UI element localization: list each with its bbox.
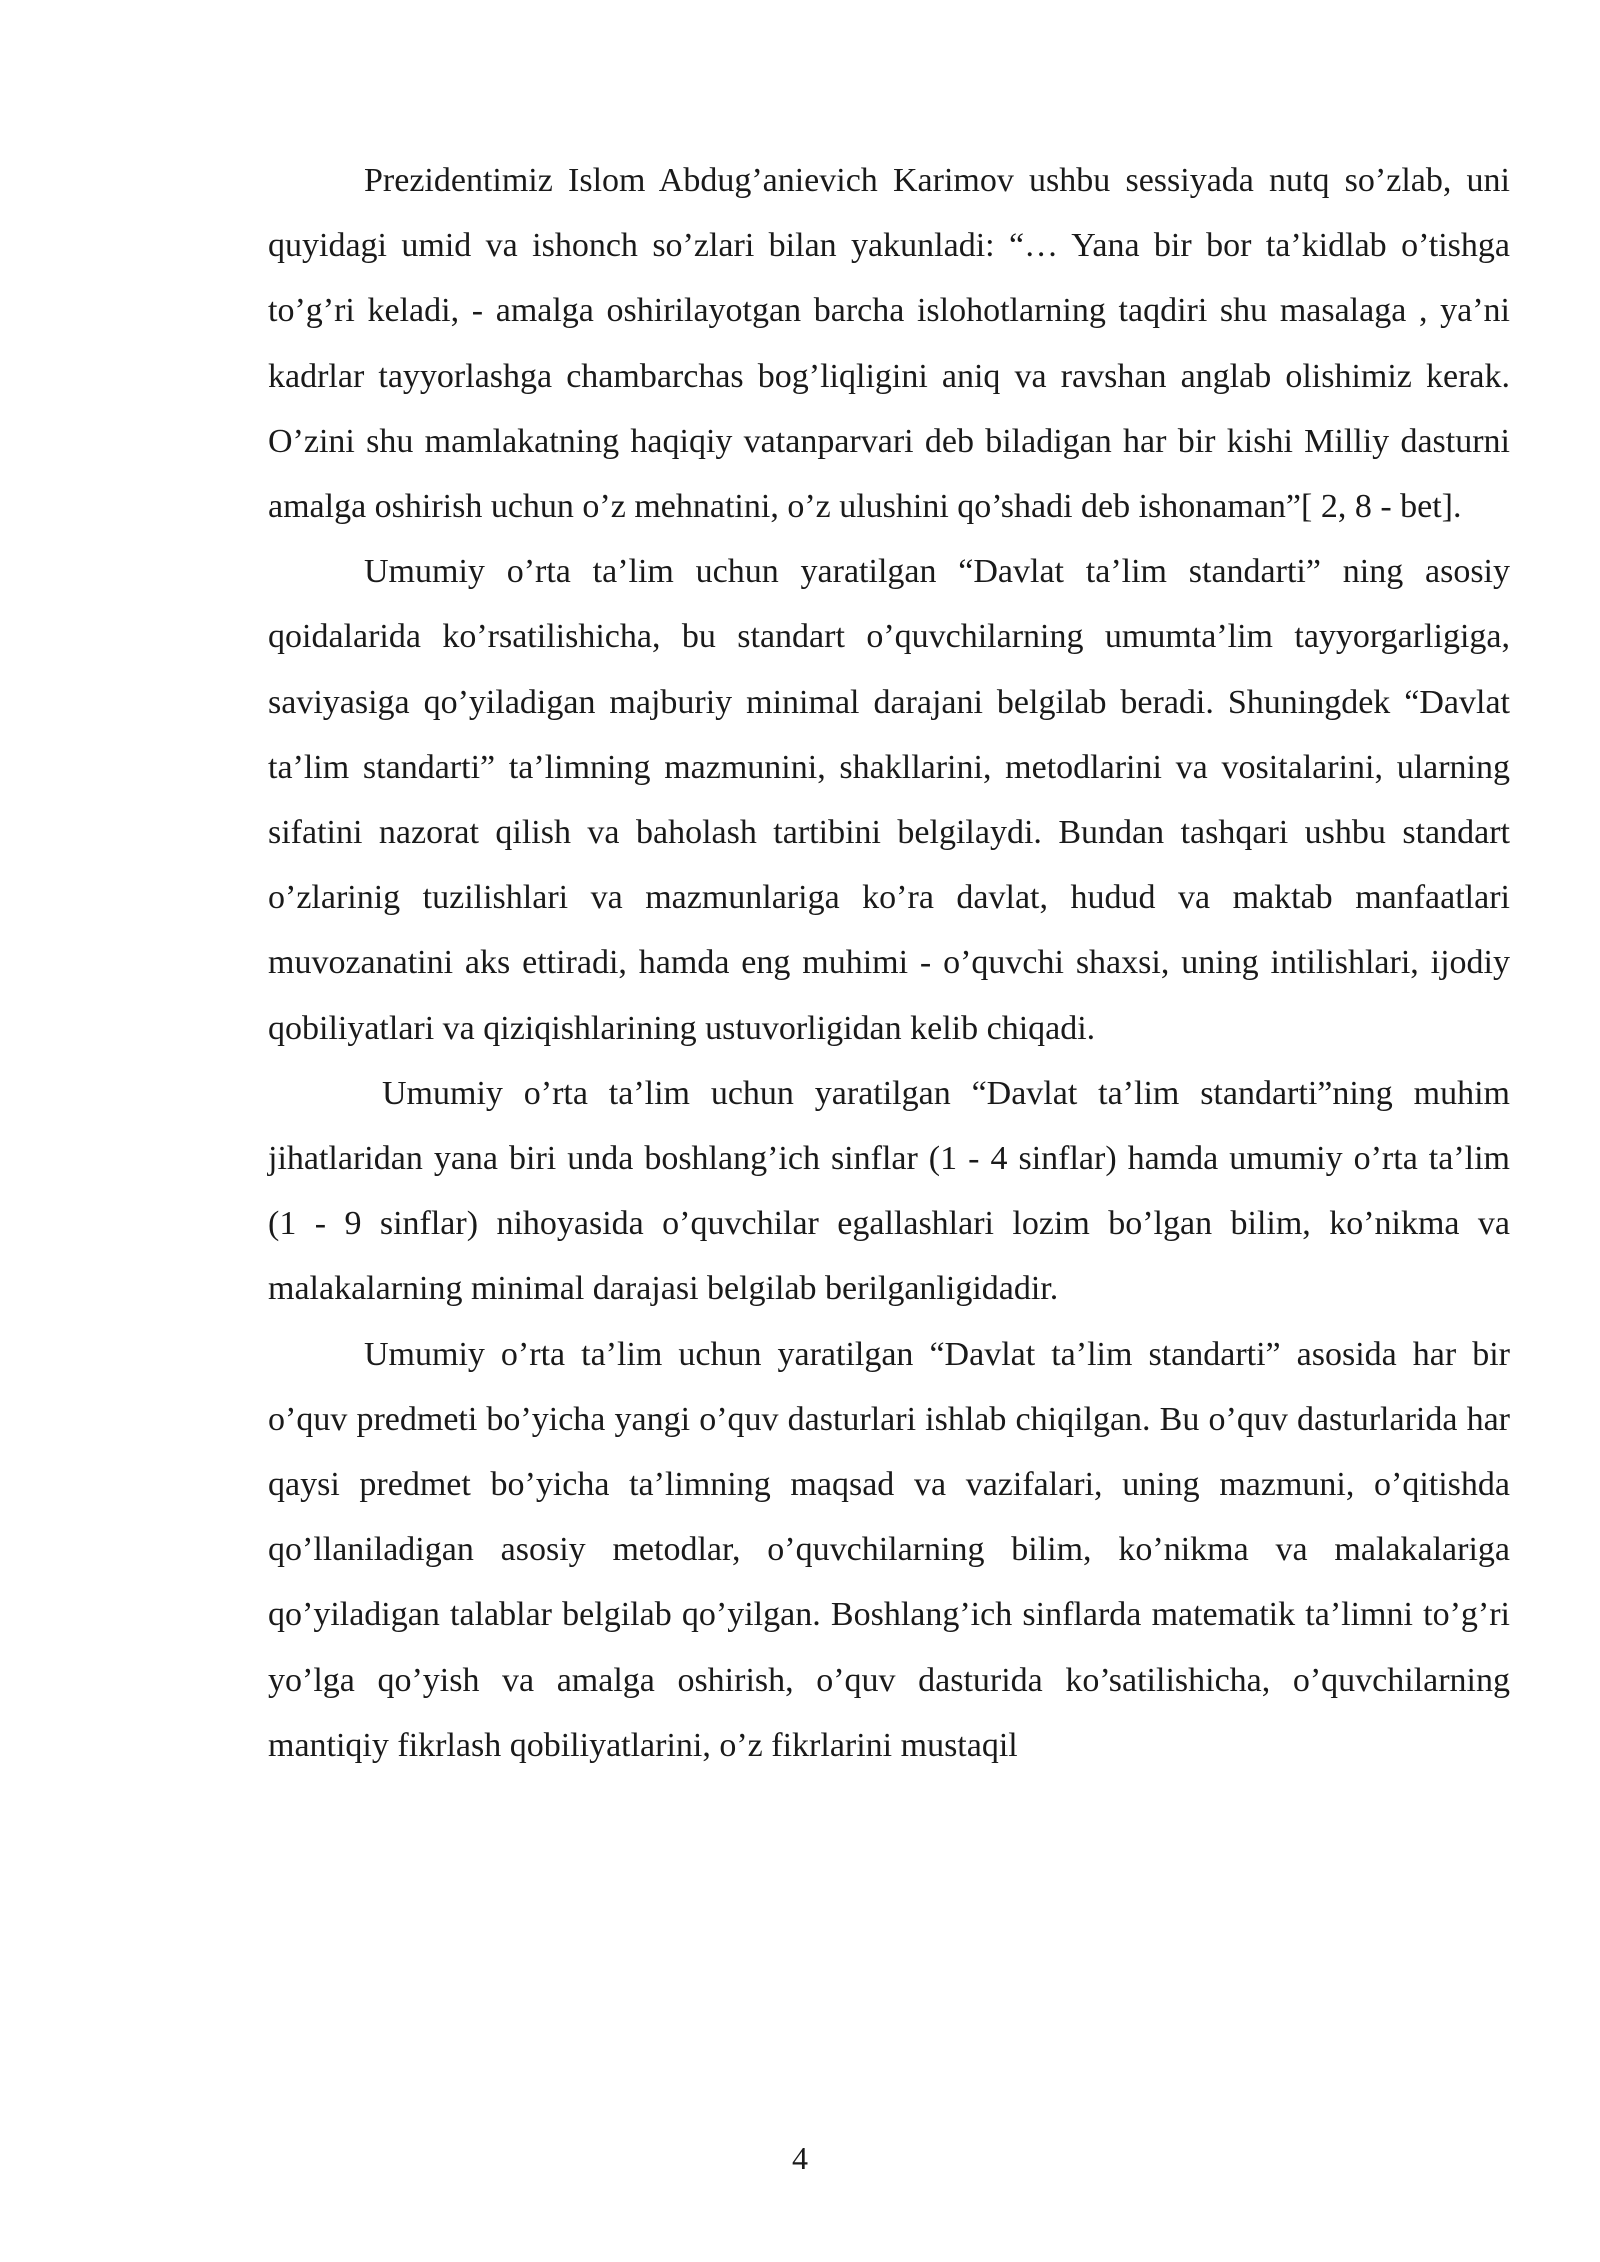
paragraph-4: Umumiy o’rta ta’lim uchun yaratilgan “Davlat ta’lim standarti” asosida har bir o’quv predmeti bo’yicha yangi o’quv dasturlari ishlab chiqilgan. Bu o’quv dasturlarida har qaysi predmet bo’yicha ta’limning maqsad va vazifalari, uning mazmuni, o’qitishda qo’llaniladigan asosiy metodlar, o’quvchilarning bilim, ko’nikma va malakalariga qo’yiladigan talablar belgilab qo’yilgan. Boshlang’ich sinflarda matematik ta’limni to’g’ri yo’lga qo’yish va amalga oshirish, o’quv dasturida ko’satilishicha, o’quvchilarning mantiqiy fikrlash qobiliyatlarini, o’z fikrlarini mustaqil <box>268 1335 1510 1764</box>
paragraph-3: Umumiy o’rta ta’lim uchun yaratilgan “Davlat ta’lim standarti”ning muhim jihatlaridan yana biri unda boshlang’ich sinflar (1 - 4 sinflar) hamda umumiy o’rta ta’lim (1 - 9 sinflar) nihoyasida o’quvchilar egallashlari lozim bo’lgan bilim, ko’nikma va malakalarning minimal darajasi belgilab berilganligidadir. <box>268 1074 1510 1308</box>
paragraph-1: Prezidentimiz Islom Abdug’anievich Karimov ushbu sessiyada nutq so’zlab, uni quyidagi umid va ishonch so’zlari bilan yakunladi: “… Yana bir bor ta’kidlab o’tishga to’g’ri keladi, - amalga oshirilayotgan barcha islohotlarning taqdiri shu masalaga , ya’ni kadrlar tayyorlashga chambarchas bog’liqligini aniq va ravshan anglab olishimiz kerak. O’zini shu mamlakatning haqiqiy vatanparvari deb biladigan har bir kishi Milliy dasturni amalga oshirish uchun o’z mehnatini, o’z ulushini qo’shadi deb ishonaman”[ 2, 8 - bet]. <box>268 162 1510 526</box>
page-number: 4 <box>792 2140 808 2176</box>
paragraph-2: Umumiy o’rta ta’lim uchun yaratilgan “Davlat ta’lim standarti” ning asosiy qoidalarida ko’rsatilishicha, bu standart o’quvchilarning umumta’lim tayyorgarligiga, saviyasiga qo’yiladigan majburiy minimal darajani belgilab beradi. Shuningdek “Davlat ta’lim standarti” ta’limning mazmunini, shakllarini, metodlarini va vositalarini, ularning sifatini nazorat qilish va baholash tartibini belgilaydi. Bundan tashqari ushbu standart o’zlarinig tuzilishlari va mazmunlariga ko’ra davlat, hudud va maktab manfaatlari muvozanatini aks ettiradi, hamda eng muhimi - o’quvchi shaxsi, uning intilishlari, ijodiy qobiliyatlari va qiziqishlarining ustuvorligidan kelib chiqadi. <box>268 553 1510 1047</box>
body-text <box>268 148 1510 1778</box>
